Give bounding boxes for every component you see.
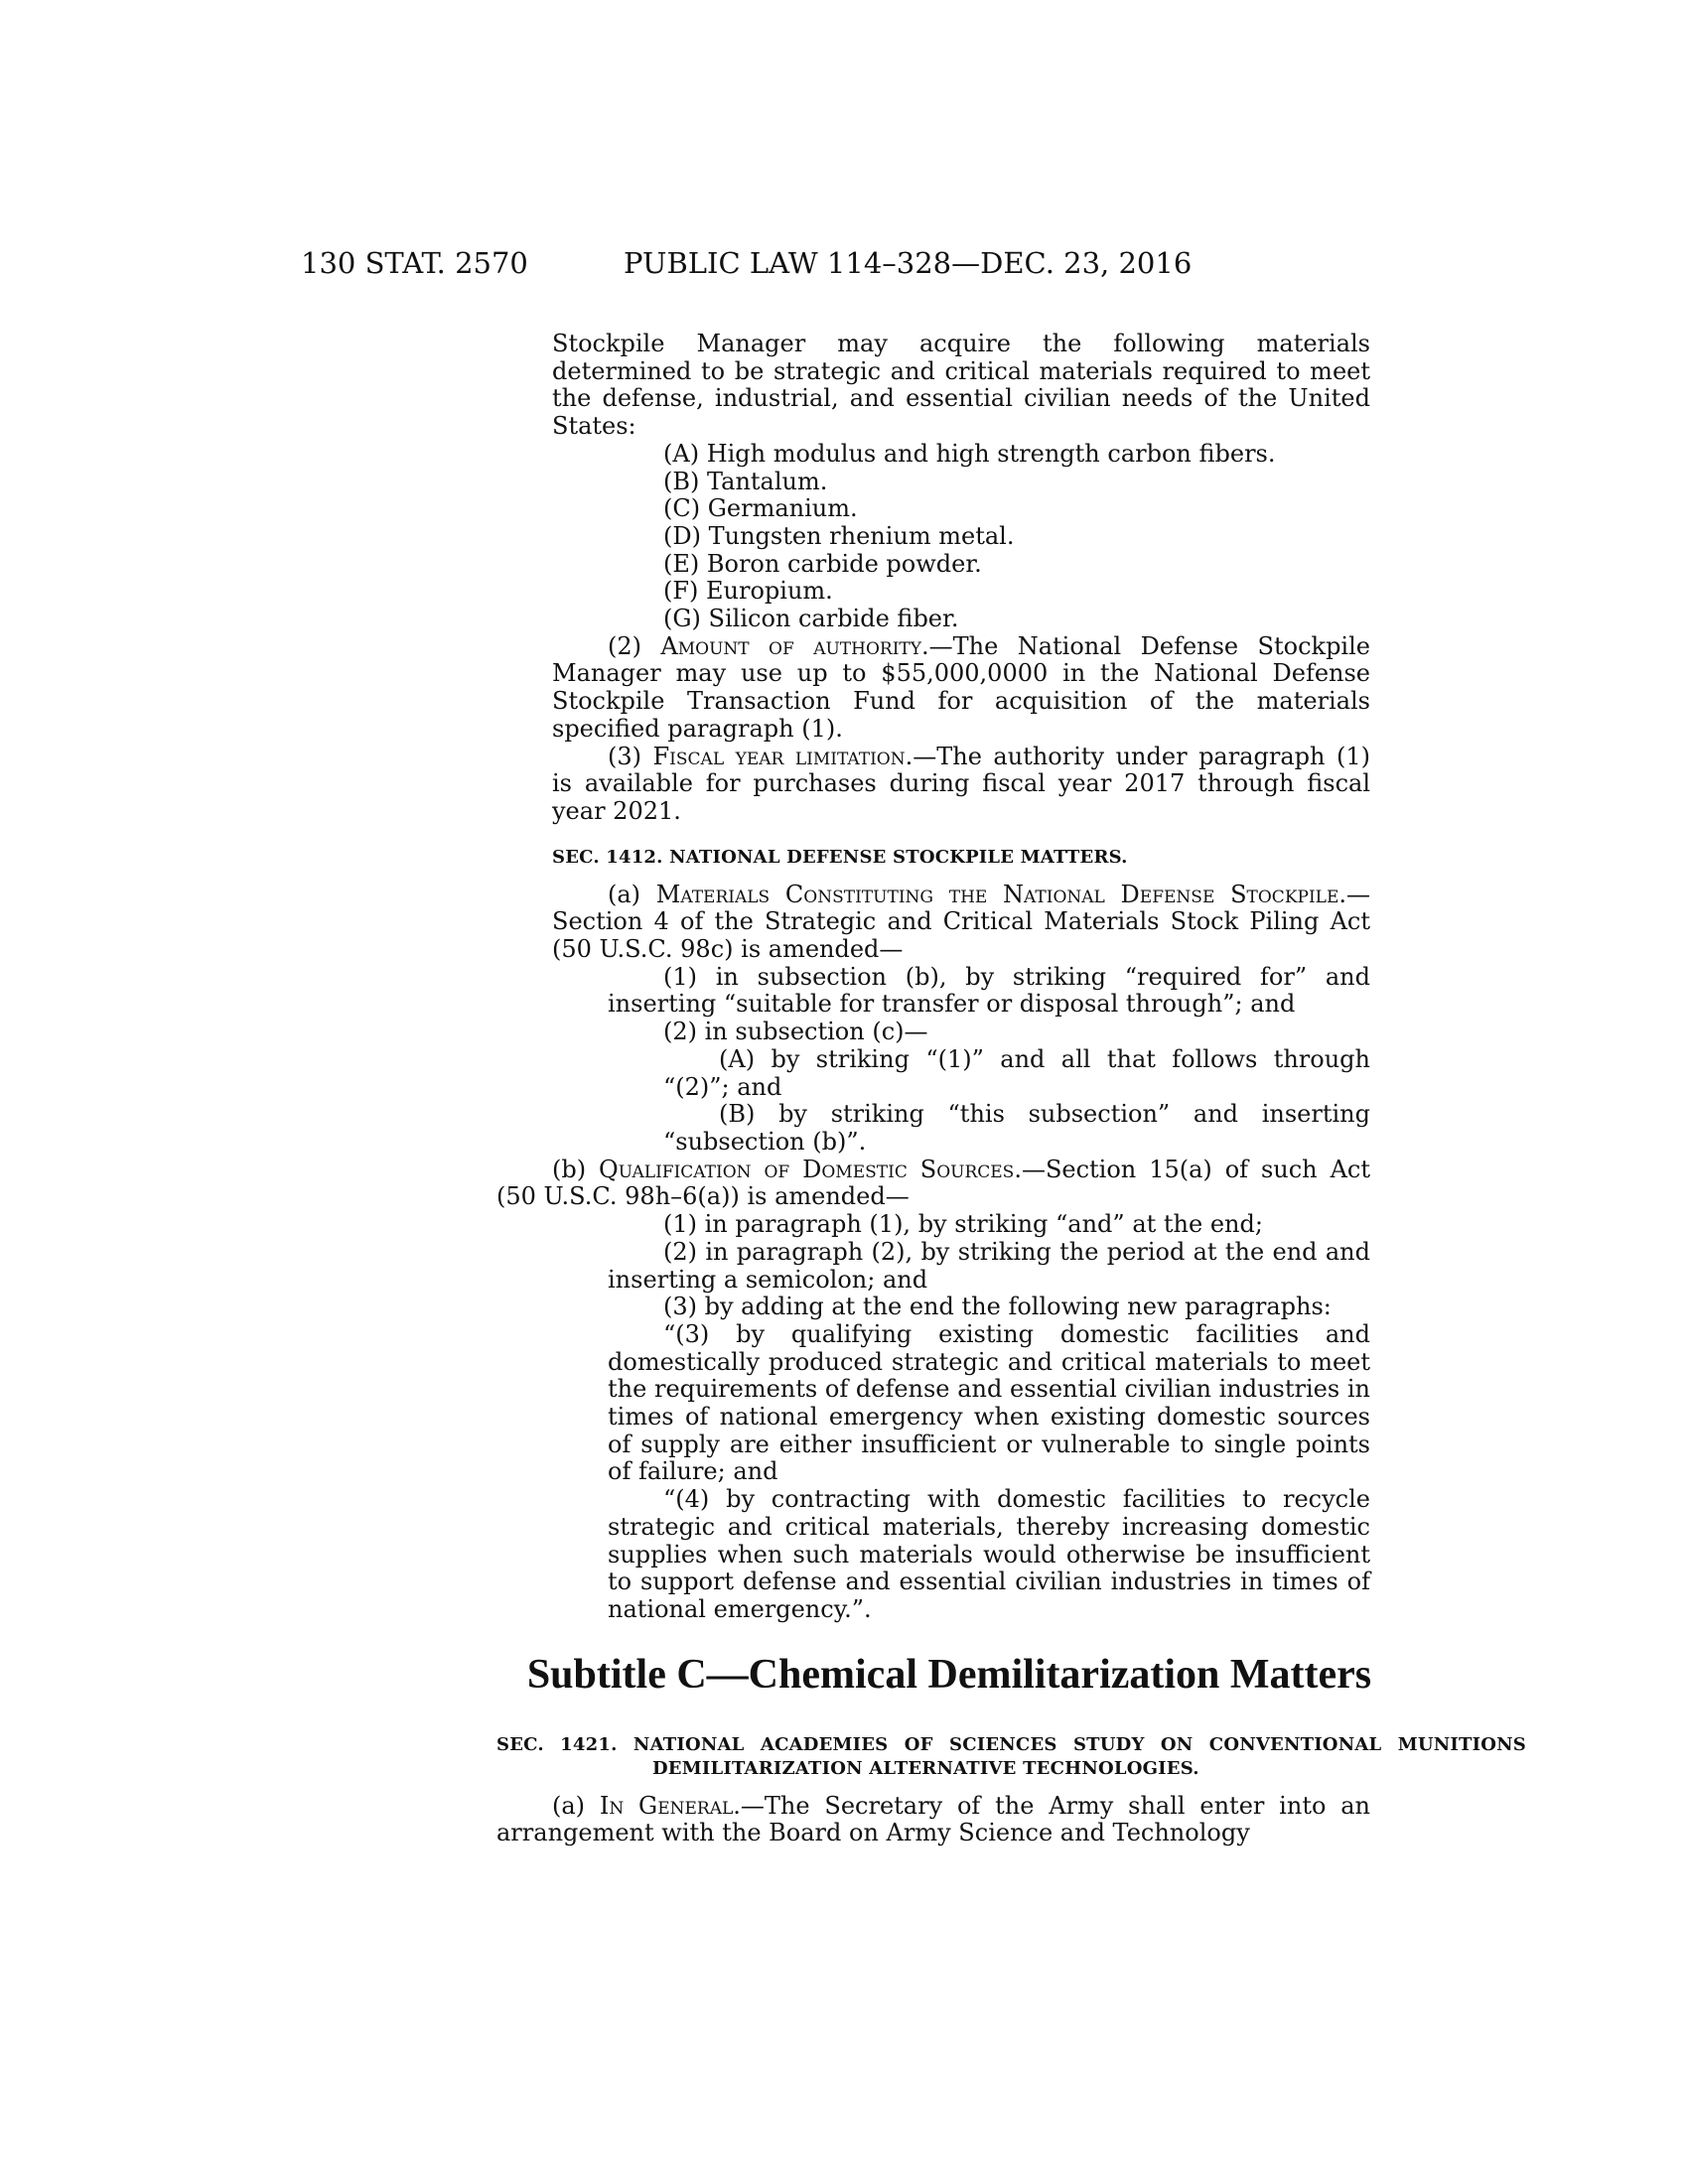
clause-b3: (3) by adding at the end the following new paragraphs: (663, 1293, 1332, 1321)
subsection-number: (a) (608, 880, 641, 908)
subsection-number: (b) (552, 1155, 587, 1183)
subsection-heading: Materials Constituting the National Defense Stockpile. (655, 880, 1346, 908)
paragraph-number: (2) (608, 631, 641, 660)
subsection-text: —Section 4 of the Strategic and Critical Materials Stock Piling Act (50 U.S.C. 98c) is amended— (552, 880, 1370, 964)
paragraph-heading: Amount of authority. (660, 631, 929, 660)
clause-a2B: (B) by striking “this subsection” and inserting “subsection (b)”. (663, 1100, 1370, 1156)
body-text (496, 330, 1526, 1847)
clause-b2: (2) in paragraph (2), by striking the period at the end and inserting a semicolon; and (608, 1237, 1370, 1294)
list-item: (C) Germanium. (663, 494, 858, 523)
public-law-header: PUBLIC LAW 114–328—DEC. 23, 2016 (624, 246, 1193, 280)
paragraph-fiscal-year-limitation (552, 744, 1370, 826)
subsection-text: —Section 15(a) of such Act (50 U.S.C. 98h–6(a)) is amended— (496, 1155, 1370, 1211)
paragraph-text: —The National Defense Stockpile Manager may use up to $55,000,0000 in the National Defense Stockpile Transaction Fund for acquisition of the materials specified paragraph (1). (552, 631, 1370, 743)
quoted-paragraph-4: “(4) by contracting with domestic facilities to recycle strategic and critical materials, thereby increasing domestic supplies when such materials would otherwise be insufficient to support defense and essential civilian industries in times of national emergency.”. (608, 1485, 1370, 1623)
paragraph-text: —The authority under paragraph (1) is available for purchases during fiscal year 2017 through fiscal year 2021. (552, 742, 1370, 825)
materials-list (552, 441, 1370, 633)
subsection-number: (a) (552, 1791, 586, 1820)
subsection-a-in-general (496, 1793, 1370, 1847)
subsection-heading: Qualification of Domestic Sources. (599, 1155, 1022, 1183)
quoted-paragraph-3: “(3) by qualifying existing domestic facilities and domestically produced strategic and critical materials to meet the requirements of defense and essential civilian industries in times of national emergency when existing domestic sources of supply are either insufficient or vulnerable to single points of failure; and (608, 1319, 1370, 1486)
paragraph-heading: Fiscal year limitation. (652, 742, 914, 770)
list-item: (D) Tungsten rhenium metal. (663, 521, 1015, 550)
clause-a2A: (A) by striking “(1)” and all that follows through “(2)”; and (663, 1044, 1370, 1101)
subsection-text: —The Secretary of the Army shall enter into an arrangement with the Board on Army Science and Technology (496, 1791, 1370, 1847)
list-item: (A) High modulus and high strength carbon fibers. (663, 439, 1276, 468)
section-1412-heading: SEC. 1412. NATIONAL DEFENSE STOCKPILE MATTERS. (552, 846, 1128, 868)
list-item: (F) Europium. (663, 577, 833, 606)
intro-paragraph: Stockpile Manager may acquire the following materials determined to be strategic and critical materials required to meet the defense, industrial, and essential civilian needs of the United States: (552, 330, 1370, 441)
section-1421-heading: SEC. 1421. NATIONAL ACADEMIES OF SCIENCES STUDY ON CONVENTIONAL MUNITIONS DEMILITARIZATION ALTERNATIVE TECHNOLOGIES. (496, 1733, 1526, 1779)
subsection-heading: In General. (599, 1791, 741, 1820)
stat-page-number: 130 STAT. 2570 (301, 246, 528, 280)
list-item: (B) Tantalum. (663, 467, 828, 495)
clause-a1: (1) in subsection (b), by striking “required for” and inserting “suitable for transfer or disposal through”; and (608, 962, 1370, 1019)
subsection-b-qualification (496, 1157, 1370, 1211)
paragraph-amount-of-authority (552, 633, 1370, 744)
paragraph-number: (3) (608, 742, 641, 770)
list-item: (G) Silicon carbide fiber. (663, 605, 959, 633)
list-item: (E) Boron carbide powder. (663, 549, 982, 578)
subtitle-heading: Subtitle C—Chemical Demilitarization Matters (526, 1651, 1372, 1698)
clause-a2: (2) in subsection (c)— (663, 1018, 928, 1046)
subsection-a-materials (552, 882, 1370, 964)
clause-b1: (1) in paragraph (1), by striking “and” at the end; (663, 1210, 1263, 1239)
